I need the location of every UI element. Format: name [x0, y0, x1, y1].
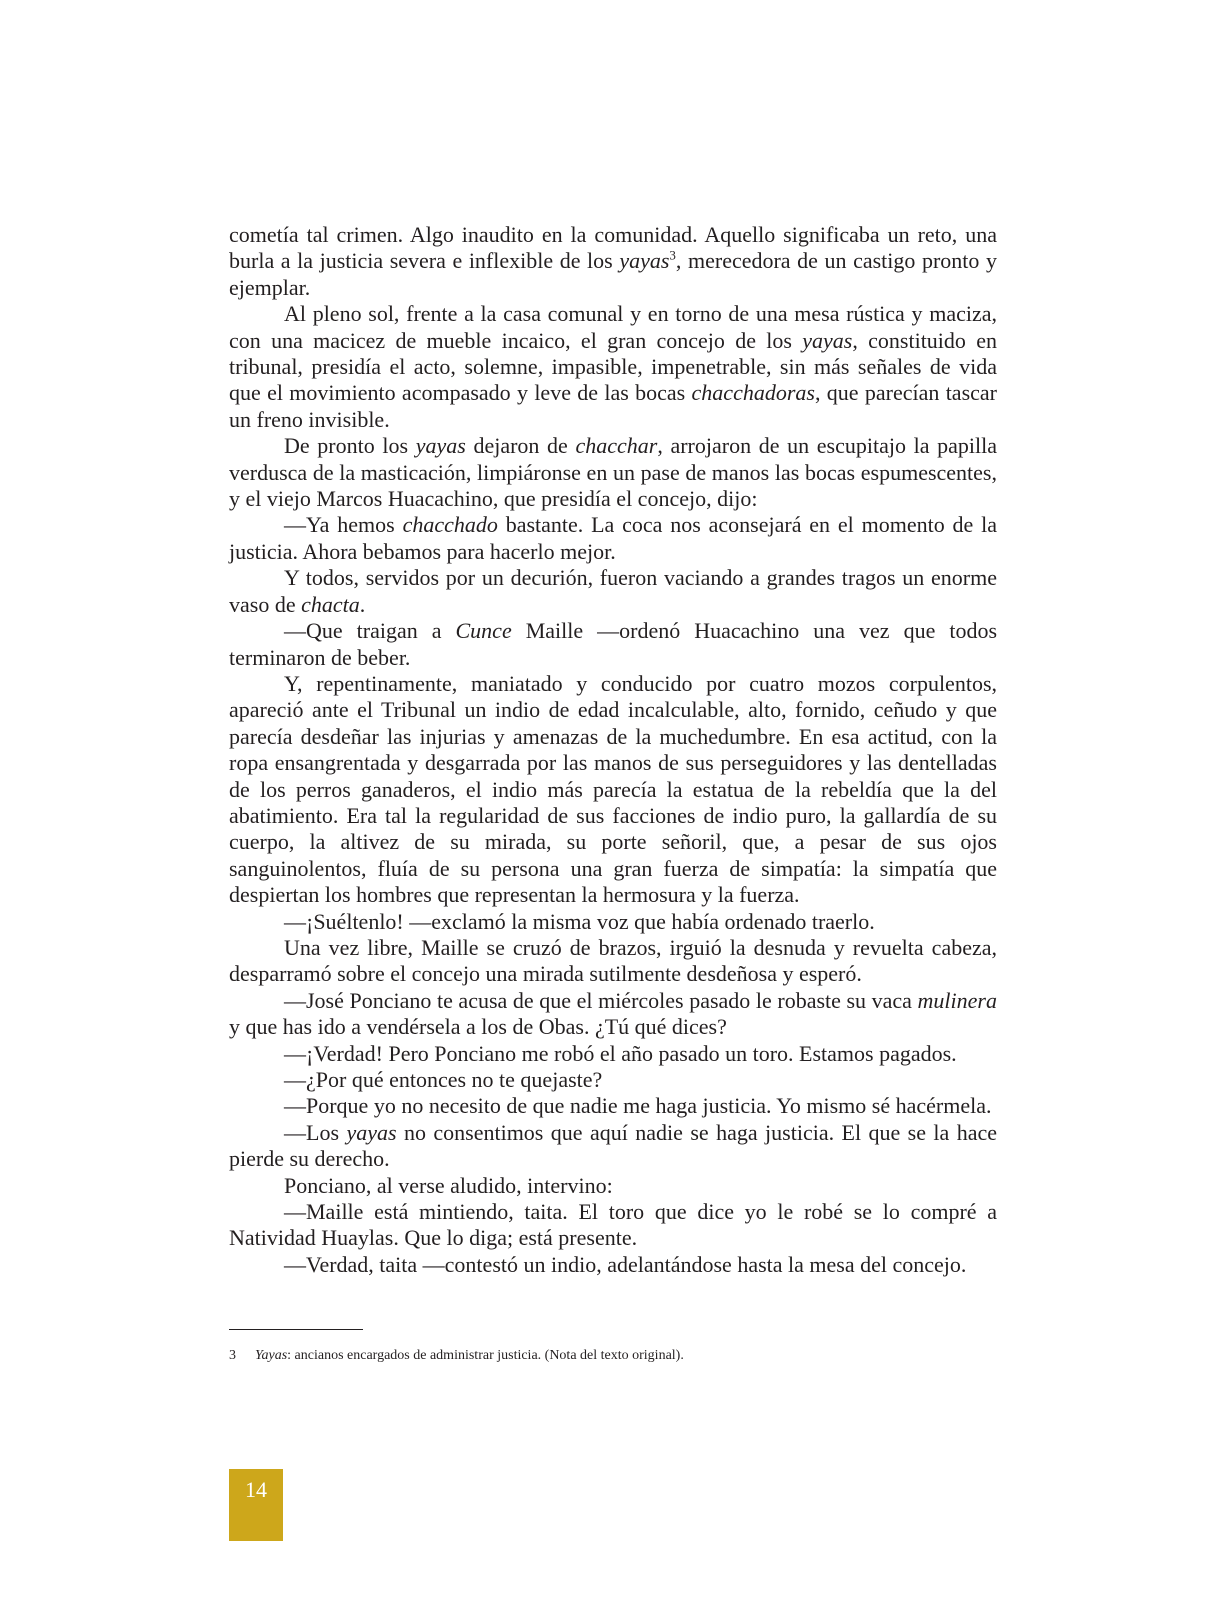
text-segment: no consentimos que aquí nadie se haga justicia. El que se la hace pierde su derecho.: [229, 1119, 998, 1172]
text-segment: bastante. La coca nos aconsejará en el momento de la justicia. Ahora bebamos para hacerlo mejor.: [229, 512, 998, 564]
text-segment: , constituido en tribunal, presidía el acto, solemne, impasible, impenetrable, sin más señales de vida que el movimiento acompasado y leve de las bocas: [229, 327, 997, 406]
paragraph: [229, 222, 997, 301]
footnote-reference: 3: [669, 248, 676, 264]
paragraph: [229, 1093, 997, 1119]
text-segment: Y todos, servidos por un decurión, fueron vaciando a grandes tragos un enorme vaso de: [229, 565, 997, 617]
paragraph: [229, 988, 997, 1041]
text-segment: —Verdad, taita —contestó un indio, adelantándose hasta la mesa del concejo.: [284, 1251, 967, 1277]
text-segment: , que parecían tascar un freno invisible.: [229, 380, 997, 432]
text-segment: Ponciano, al verse aludido, intervino:: [284, 1172, 613, 1198]
text-segment: —¿Por qué entonces no te quejaste?: [284, 1067, 603, 1092]
italic-term: yayas: [346, 1119, 397, 1145]
italic-term: Cunce: [455, 618, 512, 644]
text-segment: —Porque yo no necesito de que nadie me haga justicia. Yo mismo sé hacérmela.: [284, 1093, 992, 1119]
footnote-text: : ancianos encargados de administrar justicia. (Nota del texto original).: [287, 1348, 684, 1363]
footnote-number: 3: [229, 1348, 236, 1363]
text-segment: , arrojaron de un escupitajo la papilla verdusca de la masticación, limpiáronse en un pase de manos las bocas espumescentes, y el viejo Marcos Huacachino, que presidía el concejo, dijo:: [229, 433, 998, 512]
footnote: [229, 1347, 997, 1365]
paragraph: [229, 618, 997, 671]
text-segment: —¡Verdad! Pero Ponciano me robó el año pasado un toro. Estamos pagados.: [284, 1040, 957, 1066]
paragraph: [229, 1173, 997, 1199]
italic-term: chacchar: [575, 433, 658, 459]
italic-term: yayas: [802, 327, 853, 353]
footnote-term: Yayas: [255, 1348, 288, 1363]
paragraph: [229, 1041, 997, 1067]
paragraph: [229, 301, 997, 433]
text-segment: , merecedora de un castigo pronto y ejemplar.: [229, 248, 998, 300]
paragraph: [229, 1120, 997, 1173]
text-segment: Una vez libre, Maille se cruzó de brazos, irguió la desnuda y revuelta cabeza, desparramó sobre el concejo una mirada sutilmente desdeñosa y esperó.: [229, 934, 997, 987]
text-segment: Maille —ordenó Huacachino una vez que todos terminaron de beber.: [229, 618, 998, 670]
paragraph: [229, 1067, 997, 1093]
paragraph: [229, 671, 997, 909]
paragraph: [229, 565, 997, 618]
text-segment: —Que traigan a: [284, 618, 456, 644]
text-segment: .: [359, 591, 366, 617]
text-segment: —José Ponciano te acusa de que el miércoles pasado le robaste su vaca: [284, 987, 918, 1013]
main-text: [229, 222, 997, 1278]
text-segment: De pronto los: [284, 433, 416, 459]
text-segment: —¡Suéltenlo! —exclamó la misma voz que había ordenado traerlo.: [284, 908, 875, 934]
paragraph: [229, 433, 997, 512]
italic-term: mulinera: [917, 987, 997, 1013]
text-segment: cometía tal crimen. Algo inaudito en la comunidad. Aquello significaba un reto, una burla a la justicia severa e inflexible de los: [229, 222, 997, 274]
text-segment: —Maille está mintiendo, taita. El toro que dice yo le robé se lo compré a Natividad Huaylas. Que lo diga; está presente.: [229, 1199, 997, 1251]
paragraph: [229, 935, 997, 988]
page-number: 14: [245, 1477, 267, 1502]
page-number-box: [229, 1469, 283, 1541]
text-segment: Al pleno sol, frente a la casa comunal y en torno de una mesa rústica y maciza, con una macicez de mueble incaico, el gran concejo de los: [229, 301, 997, 353]
text-segment: —Los: [284, 1119, 347, 1145]
italic-term: yayas: [619, 248, 670, 274]
italic-term: chacchado: [402, 512, 498, 538]
text-segment: —Ya hemos: [284, 512, 403, 538]
italic-term: chacchadoras: [691, 380, 815, 406]
text-segment: Y, repentinamente, maniatado y conducido por cuatro mozos corpulentos, apareció ante el Tribunal un indio de edad incalculable, alto, fornido, ceñudo y que parecía desdeñar las injurias y amenazas de la muchedumbre. En esa actitud, con la ropa ensangrentada y desgarrada por las manos de sus perseguidores y las dentelladas de los perros ganaderos, el indio más parecía la estatua de la rebeldía que la del abatimiento. Era tal la regularidad de sus facciones de indio puro, la gallardía de su cuerpo, la altivez de su mirada, su porte señoril, que, a pesar de sus ojos sanguinolentos, fluía de su persona una gran fuerza de simpatía: la simpatía que despiertan los hombres que representan la hermosura y la fuerza.: [229, 670, 997, 908]
footnote-divider: [229, 1329, 363, 1330]
italic-term: yayas: [415, 433, 466, 459]
paragraph: [229, 1252, 997, 1278]
text-segment: dejaron de: [465, 433, 576, 459]
paragraph: [229, 909, 997, 935]
paragraph: [229, 1199, 997, 1252]
italic-term: chacta: [301, 591, 360, 617]
text-segment: y que has ido a vendérsela a los de Obas. ¿Tú qué dices?: [229, 1014, 727, 1040]
paragraph: [229, 512, 997, 565]
